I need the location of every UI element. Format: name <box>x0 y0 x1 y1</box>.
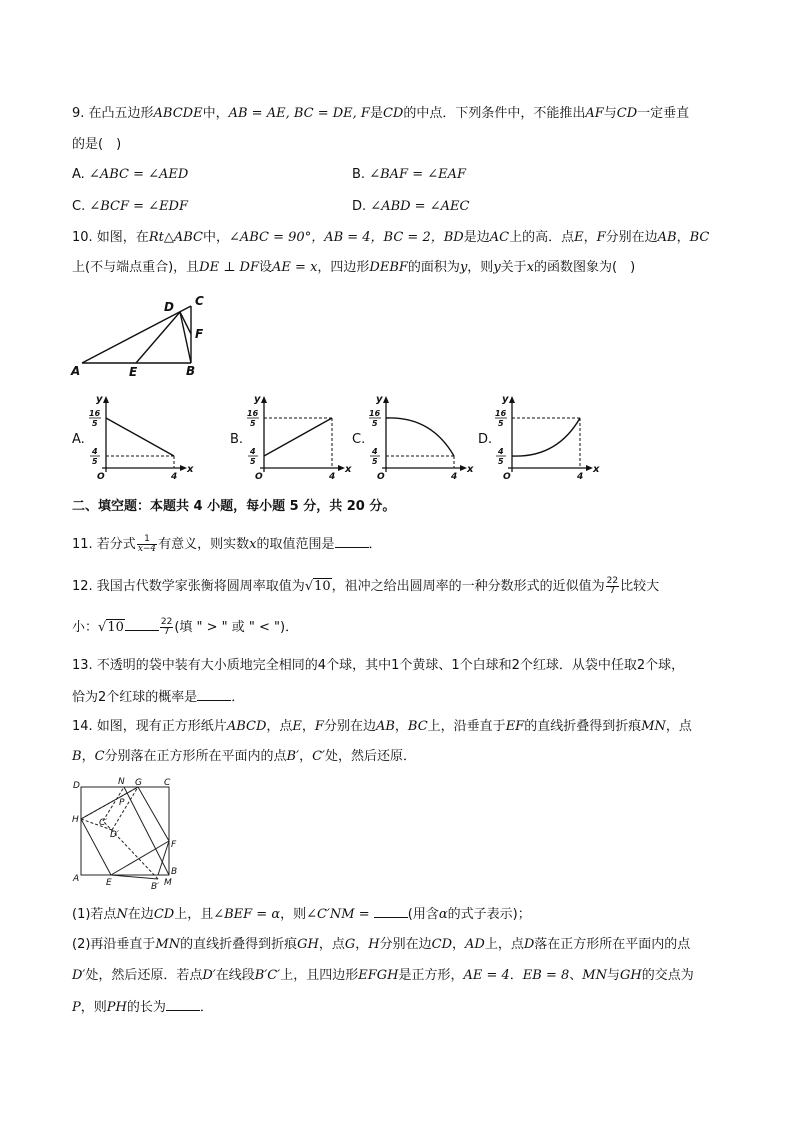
square-abcd <box>81 787 169 875</box>
x-tick-label: 4 <box>451 472 458 482</box>
segment-eb-prime <box>111 875 158 879</box>
label-d: D <box>164 300 174 314</box>
q14-math: CD <box>431 937 453 952</box>
x-axis-arrow <box>338 465 345 471</box>
q11-text: ． <box>368 537 382 552</box>
q10-math: y <box>493 260 501 275</box>
q13-stem-line1: 13. 不透明的袋中装有大小质地完全相同的4个球，其中1个黄球、1个白球和2个红球．从袋中任取2个球， <box>72 658 685 673</box>
y-tick-4-5-denominator: 5 <box>250 457 256 466</box>
label-e: E <box>129 365 138 379</box>
q14-text: ． <box>509 968 523 983</box>
q14-text: (1)若点 <box>72 907 117 922</box>
q10-stem-line1 <box>72 229 709 247</box>
label-h: H <box>72 815 79 825</box>
q9-math: CD <box>616 106 638 121</box>
q9-option-c[interactable] <box>72 198 188 216</box>
q14-text: ， <box>394 719 408 734</box>
q14-math: D′ <box>202 968 216 983</box>
label-m: M <box>164 878 172 888</box>
y-tick-16-5-numerator: 16 <box>369 409 381 418</box>
sqrt-radicand: 10 <box>107 620 124 635</box>
q14-math: B <box>72 749 82 764</box>
q10-text: ，则 <box>467 260 494 275</box>
function-curve <box>106 418 174 456</box>
q14-math: α <box>438 907 448 922</box>
option-text: ∠BCF = ∠EDF <box>89 199 188 214</box>
q12-text: (填 " > " 或 " < ")． <box>174 620 299 635</box>
q10-text: 上的高．点 <box>509 230 575 245</box>
q14-sub1-answer-blank[interactable] <box>374 905 408 918</box>
q14-text: ， <box>355 937 369 952</box>
q9-math: CD <box>382 106 404 121</box>
q14-text: 上，且四边形 <box>280 968 359 983</box>
y-tick-16-5-numerator: 16 <box>495 409 507 418</box>
q14-text: 与 <box>606 968 620 983</box>
q10-text: 关于 <box>500 260 527 275</box>
q10-text: 的函数图象为( ) <box>534 260 636 275</box>
q9-text: 是 <box>369 106 383 121</box>
q14-text: 的直线折叠得到折痕 <box>180 937 298 952</box>
q14-text: 的直线折叠得到折痕 <box>524 719 642 734</box>
y-tick-4-5-numerator: 4 <box>372 447 378 456</box>
option-label: B. <box>230 432 244 447</box>
option-label: D. <box>478 432 493 447</box>
q11-stem <box>72 534 382 556</box>
q14-math: AE = 4 <box>463 968 510 983</box>
q11-answer-blank[interactable] <box>335 535 369 548</box>
q14-text: ， <box>452 937 466 952</box>
q14-text: 的交点为 <box>641 968 694 983</box>
label-c: C <box>195 294 204 308</box>
q14-text: (2)再沿垂直于 <box>72 937 156 952</box>
q14-text: ，点 <box>665 719 692 734</box>
q14-text: ，则 <box>280 907 307 922</box>
q10-math: E <box>574 230 584 245</box>
q10-math: DEBF <box>369 260 408 275</box>
y-axis-arrow <box>509 396 515 403</box>
q11-text: 有意义，则实数 <box>158 537 250 552</box>
y-tick-16-5-denominator: 5 <box>92 419 98 428</box>
q14-text: 落在正方形所在平面内的点 <box>534 937 691 952</box>
label-n: N <box>118 777 125 787</box>
y-tick-4-5-numerator: 4 <box>92 447 98 456</box>
option-text: ∠ABD = ∠AEC <box>370 199 470 214</box>
q14-text: 在边 <box>127 907 154 922</box>
q10-triangle-figure <box>66 292 216 378</box>
q9-text: 一定垂直 <box>637 106 690 121</box>
q14-math: P <box>72 1000 81 1015</box>
q14-math: MN <box>582 968 607 983</box>
q10-math: AC <box>489 230 510 245</box>
q14-stem-line2 <box>72 748 416 766</box>
q10-math: DE ⊥ DF <box>199 260 260 275</box>
sqrt-radicand: 10 <box>314 579 331 594</box>
fraction-numerator: 22 <box>160 617 173 627</box>
label-b-prime: B′ <box>151 882 160 892</box>
q10-text: 10. 如图，在 <box>72 230 149 245</box>
q10-text: ， <box>583 230 597 245</box>
q14-text: 上，且 <box>174 907 214 922</box>
q14-math: H <box>368 937 380 952</box>
x-axis-label: x <box>345 464 352 475</box>
q14-math: ∠C′NM = <box>306 907 370 922</box>
option-label: D. <box>352 199 367 214</box>
q10-stem-line2 <box>72 259 635 277</box>
q12-text: ，祖冲之给出圆周率的一种分数形式的近似值为 <box>331 579 605 594</box>
q9-option-a[interactable] <box>72 166 188 184</box>
q14-text: ，点 <box>318 937 345 952</box>
q10-math: y <box>459 260 468 275</box>
q14-math: MN <box>155 937 181 952</box>
fraction-denominator: 7 <box>609 586 616 596</box>
q12-sqrt: √10 <box>98 620 124 635</box>
q13-text: ． <box>231 690 245 705</box>
q10-text: 设 <box>259 260 273 275</box>
y-tick-4-5-numerator: 4 <box>250 447 256 456</box>
q10-text: 的面积为 <box>407 260 460 275</box>
q14-text: 分别在边 <box>323 719 376 734</box>
q13-answer-blank[interactable] <box>197 688 231 701</box>
segment-bd <box>180 312 191 363</box>
q12-sqrt: √10 <box>304 579 331 594</box>
x-tick-label: 4 <box>577 472 584 482</box>
q10-text: 上(不与端点重合)，且 <box>72 260 200 275</box>
function-curve <box>512 418 580 456</box>
label-e: E <box>106 878 112 888</box>
y-tick-4-5-denominator: 5 <box>92 457 98 466</box>
q9-text: 中， <box>202 106 229 121</box>
y-tick-4-5-denominator: 5 <box>372 457 378 466</box>
q9-text: 9. 在凸五边形 <box>72 106 154 121</box>
q9-stem-line1 <box>72 105 689 123</box>
q9-math: ABCDE <box>153 106 203 121</box>
q14-text: 在线段 <box>215 968 255 983</box>
label-a: A <box>73 874 80 884</box>
origin-label: O <box>503 472 511 482</box>
q14-text: ，则 <box>80 1000 107 1015</box>
q14-math: EB = 8 <box>522 968 570 983</box>
q10-math: ∠ABC = 90°，AB = 4，BC = 2，BD <box>228 230 464 245</box>
function-graph <box>482 392 600 488</box>
q10-text: 中， <box>202 230 229 245</box>
q14-math: BC <box>407 719 428 734</box>
x-tick-label: 4 <box>171 472 178 482</box>
q14-sub2-line1 <box>72 936 690 954</box>
label-g: G <box>135 778 142 788</box>
y-tick-16-5-numerator: 16 <box>89 409 101 418</box>
q9-text: 的中点．下列条件中，不能推出 <box>403 106 586 121</box>
q14-math: ∠BEF = α <box>213 907 281 922</box>
q12-stem-line2 <box>72 617 298 639</box>
q14-text: 处，然后还原． <box>324 749 416 764</box>
q14-text: 分别落在正方形所在平面内的点 <box>104 749 287 764</box>
fraction-denominator: 7 <box>163 627 170 637</box>
q12-stem-line1 <box>72 576 659 598</box>
q13-stem-line2 <box>72 688 244 707</box>
segment-ac <box>82 306 191 363</box>
y-tick-16-5-denominator: 5 <box>372 419 378 428</box>
q12-fraction <box>160 618 173 637</box>
q14-math: C <box>94 749 105 764</box>
q14-math: PH <box>106 1000 127 1015</box>
q12-text: 比较大 <box>620 579 660 594</box>
label-b: B <box>186 364 196 378</box>
y-tick-16-5-numerator: 16 <box>247 409 259 418</box>
q12-answer-blank[interactable] <box>125 618 159 631</box>
q10-text: 是边 <box>463 230 490 245</box>
option-label: C. <box>352 432 366 447</box>
y-axis-label: y <box>254 394 261 405</box>
segment-de <box>136 312 180 363</box>
function-curve <box>264 418 332 456</box>
q14-math: ABCD <box>226 719 267 734</box>
y-tick-4-5-numerator: 4 <box>498 447 504 456</box>
label-d-prime: D′ <box>110 830 119 840</box>
y-axis-arrow <box>261 396 267 403</box>
q14-math: B′ <box>286 749 300 764</box>
q10-math: x <box>526 260 535 275</box>
q9-stem-line2: 的是( ) <box>72 137 122 152</box>
q10-text: ，四边形 <box>317 260 370 275</box>
function-graph <box>234 392 352 488</box>
q14-math: AB <box>375 719 395 734</box>
q14-text: (用含 <box>407 907 439 922</box>
q14-text: ， <box>81 749 95 764</box>
x-axis-arrow <box>586 465 593 471</box>
q12-text: 小： <box>72 620 99 635</box>
fraction-denominator: x−4 <box>137 544 157 554</box>
label-b: B <box>171 867 178 877</box>
q11-math: x <box>249 537 257 552</box>
q14-math: G <box>344 937 356 952</box>
q14-text: 是正方形， <box>398 968 464 983</box>
q14-sub2-answer-blank[interactable] <box>166 998 200 1011</box>
q14-text: 14. 如图，现有正方形纸片 <box>72 719 227 734</box>
q14-sub1 <box>72 905 531 924</box>
q12-text: 12. 我国古代数学家张衡将圆周率取值为 <box>72 579 305 594</box>
label-p: P <box>119 798 125 808</box>
q14-square-figure <box>66 775 186 893</box>
q10-text: 分别在边 <box>605 230 658 245</box>
x-axis-label: x <box>593 464 600 475</box>
label-d: D <box>73 781 80 791</box>
q10-text: ， <box>676 230 690 245</box>
x-axis-label: x <box>187 464 194 475</box>
q14-stem-line1 <box>72 718 692 736</box>
q9-math: AB = AE, BC = DE, F <box>228 106 370 121</box>
q14-math: D <box>523 937 535 952</box>
q14-text: ， <box>301 719 315 734</box>
x-axis-arrow <box>180 465 187 471</box>
q14-text: ． <box>199 1000 213 1015</box>
x-axis-arrow <box>460 465 467 471</box>
y-axis-label: y <box>502 394 509 405</box>
option-text: ∠BAF = ∠EAF <box>369 167 467 182</box>
q14-math: E <box>292 719 302 734</box>
label-c: C <box>164 778 171 788</box>
option-label: A. <box>72 167 85 182</box>
function-curve <box>386 418 454 456</box>
y-axis-arrow <box>383 396 389 403</box>
q9-text: 与 <box>603 106 617 121</box>
q12-fraction <box>606 577 619 596</box>
label-c-prime: C′ <box>99 818 108 828</box>
option-label: B. <box>352 167 366 182</box>
option-text: ∠ABC = ∠AED <box>88 167 189 182</box>
y-axis-arrow <box>103 396 109 403</box>
y-tick-4-5-denominator: 5 <box>498 457 504 466</box>
q14-math: CD <box>153 907 175 922</box>
q14-sub2-line3 <box>72 998 213 1017</box>
q14-sub2-line2 <box>72 967 694 985</box>
q11-text: 的取值范围是 <box>256 537 335 552</box>
q14-text: 处，然后还原．若点 <box>85 968 203 983</box>
q14-text: ，点 <box>266 719 293 734</box>
segment-d-prime-g <box>112 787 138 830</box>
section2-title: 二、填空题：本题共 4 小题，每小题 5 分，共 20 分。 <box>72 499 396 514</box>
label-a: A <box>71 364 81 378</box>
fraction-numerator: 22 <box>606 576 619 586</box>
origin-label: O <box>255 472 263 482</box>
q14-text: 的式子表示)； <box>447 907 531 922</box>
q14-math: MN <box>641 719 666 734</box>
origin-label: O <box>377 472 385 482</box>
q9-option-d[interactable] <box>352 198 469 216</box>
q13-text: 恰为2个红球的概率是 <box>72 690 198 705</box>
q14-math: EF <box>505 719 525 734</box>
option-label: C. <box>72 199 86 214</box>
q14-text: 、 <box>569 968 583 983</box>
y-axis-label: y <box>96 394 103 405</box>
square-efgh <box>81 787 169 875</box>
q14-text: 分别在边 <box>379 937 432 952</box>
fraction-numerator: 1 <box>137 535 157 545</box>
q10-math: AB <box>657 230 677 245</box>
segment-df <box>180 312 191 334</box>
y-tick-16-5-denominator: 5 <box>250 419 256 428</box>
q10-math: AE = x <box>272 260 318 275</box>
q14-text: 的长为 <box>126 1000 166 1015</box>
label-f: F <box>171 840 177 850</box>
q14-math: GH <box>619 968 642 983</box>
q14-math: N <box>116 907 128 922</box>
label-f: F <box>195 327 204 341</box>
y-tick-16-5-denominator: 5 <box>498 419 504 428</box>
q14-math: B′C′ <box>254 968 281 983</box>
q10-math: F <box>596 230 606 245</box>
q11-text: 11. 若分式 <box>72 537 136 552</box>
origin-label: O <box>97 472 105 482</box>
q14-text: ， <box>299 749 313 764</box>
x-axis-label: x <box>467 464 474 475</box>
q14-math: AD <box>465 937 485 952</box>
option-label: A. <box>72 432 85 447</box>
q11-fraction <box>137 535 157 554</box>
q14-math: EFGH <box>358 968 399 983</box>
q14-math: F <box>314 719 324 734</box>
q9-math: AF <box>585 106 604 121</box>
q14-math: C′ <box>312 749 325 764</box>
q14-math: D′ <box>72 968 86 983</box>
q14-text: 上，沿垂直于 <box>427 719 506 734</box>
q10-math: BC <box>689 230 710 245</box>
x-tick-label: 4 <box>329 472 336 482</box>
function-graph <box>356 392 474 488</box>
q10-math: Rt△ABC <box>148 230 203 245</box>
q14-text: 上，点 <box>484 937 524 952</box>
y-axis-label: y <box>376 394 383 405</box>
q14-math: GH <box>297 937 319 952</box>
q9-option-b[interactable] <box>352 166 466 184</box>
function-graph <box>76 392 194 488</box>
